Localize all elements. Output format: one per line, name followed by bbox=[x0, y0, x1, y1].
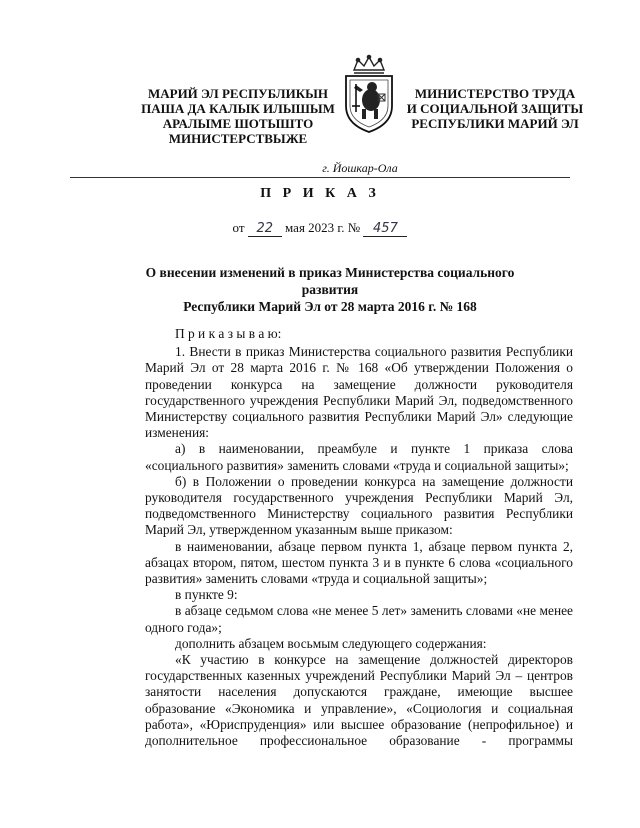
order-middle: мая 2023 г. № bbox=[285, 220, 361, 235]
body-paragraph: 1. Внести в приказ Министерства социального развития Республики Марий Эл от 28 марта 2016 г. № 168 «Об утверждении Положения о проведении конкурса на замещение должности руководителя государственного учреждения Республики Марий Эл, подведомственного Министерству социального развития Республики Марий Эл» следующие изменения: bbox=[145, 344, 573, 441]
body-paragraph: П р и к а з ы в а ю: bbox=[175, 326, 282, 341]
order-subject bbox=[120, 264, 540, 315]
body-paragraph: а) в наименовании, преамбуле и пункте 1 приказа слова «социального развития» заменить словами «труда и социальной защиты»; bbox=[145, 441, 573, 473]
subject-line: О внесении изменений в приказ Министерства социального развития bbox=[145, 265, 515, 297]
header-left-line: МИНИСТЕРСТВЫЖЕ bbox=[168, 131, 308, 146]
header-right-line: МИНИСТЕРСТВО ТРУДА bbox=[414, 86, 576, 101]
marii-el-coat-of-arms-icon bbox=[338, 54, 400, 134]
header-right-line: РЕСПУБЛИКИ МАРИЙ ЭЛ bbox=[411, 116, 579, 131]
order-number: 457 bbox=[363, 221, 407, 237]
body-paragraph: в наименовании, абзаце первом пункта 1, абзаце первом пункта 2, абзацах втором, пятом, шестом пункта 3 и в пункте 6 слова «социального развития» заменить словами «труда и социальной защиты»; bbox=[145, 538, 573, 587]
order-day: 22 bbox=[248, 221, 282, 237]
city-name: г. Йошкар-Ола bbox=[322, 161, 398, 175]
body-paragraph: «К участию в конкурсе на замещение должностей директоров государственных казенных учреждений Республики Марий Эл – центров занятости населения допускаются граждане, имеющие высшее образование «Экономика и управление», «Социология и социальная работа», «Юриспруденция» или высшее образование (непрофильное) и дополнительное профессиональное образование - программы bbox=[145, 652, 573, 749]
subject-line: Республики Марий Эл от 28 марта 2016 г. № 168 bbox=[183, 299, 477, 314]
header-right-block bbox=[400, 86, 590, 131]
header-left-line: МАРИЙ ЭЛ РЕСПУБЛИКЫН bbox=[147, 86, 329, 101]
order-prefix: от bbox=[232, 220, 245, 235]
document-title: П Р И К А З bbox=[260, 186, 380, 201]
body-paragraph: дополнить абзацем восьмым следующего содержания: bbox=[175, 635, 487, 651]
body-paragraph: в пункте 9: bbox=[175, 587, 238, 603]
header-right-line: И СОЦИАЛЬНОЙ ЗАЩИТЫ bbox=[406, 101, 584, 116]
header-left-block bbox=[140, 86, 336, 146]
header-left-line: ПАША ДА КАЛЫК ИЛЫШЫМ bbox=[141, 101, 335, 116]
header-divider bbox=[70, 177, 570, 178]
order-body bbox=[145, 326, 573, 749]
body-paragraph: в абзаце седьмом слова «не менее 5 лет» заменить словами «не менее одного года»; bbox=[145, 603, 573, 635]
order-date-number bbox=[0, 220, 640, 237]
header-left-line: АРАЛЫМЕ ШОТЫШТО bbox=[162, 116, 314, 131]
body-paragraph: б) в Положении о проведении конкурса на замещение должности руководителя государственного учреждения Республики Марий Эл, подведомственного Министерству социального развития Республики Марий Эл, утвержденном указанным выше приказом: bbox=[145, 473, 573, 538]
